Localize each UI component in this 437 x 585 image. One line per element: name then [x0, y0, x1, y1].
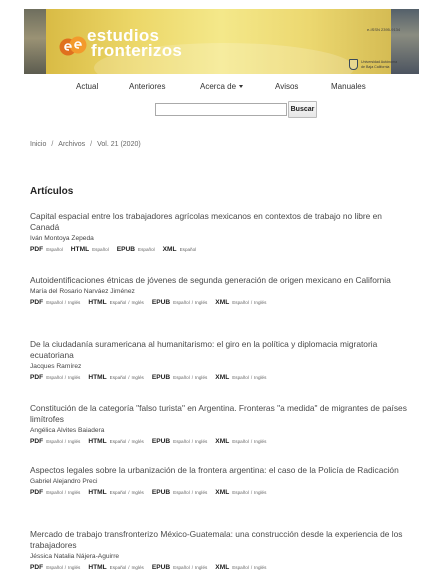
galley-link-pdf[interactable] — [30, 489, 80, 496]
galley-languages — [46, 247, 63, 252]
galley-link-html[interactable] — [88, 489, 143, 496]
language-separator: / — [250, 439, 253, 444]
galley-language: Español — [46, 565, 63, 570]
galley-format: PDF — [30, 374, 44, 381]
search-input[interactable] — [155, 103, 287, 116]
search-button[interactable]: Buscar — [288, 101, 317, 118]
article-title-link[interactable]: Mercado de trabajo transfronterizo México-Guatemala: una construcción desde la experiencia de los trabajadores — [30, 529, 403, 550]
galley-languages — [173, 300, 207, 305]
galley-link-xml[interactable] — [163, 246, 197, 253]
galley-language: Inglés — [131, 375, 144, 380]
article-item — [30, 275, 410, 308]
galley-format: HTML — [88, 299, 107, 306]
galley-language: Español — [46, 300, 63, 305]
breadcrumb-archives[interactable]: Archivos — [58, 141, 86, 148]
language-separator: / — [191, 490, 194, 495]
galley-languages — [232, 565, 266, 570]
galley-format: XML — [215, 374, 230, 381]
primary-nav — [0, 82, 437, 98]
galley-language: Inglés — [68, 490, 81, 495]
galley-language: Inglés — [254, 300, 267, 305]
galley-languages — [173, 490, 207, 495]
galley-language: Inglés — [68, 439, 81, 444]
galley-language: Español — [138, 247, 155, 252]
galley-links — [30, 374, 410, 383]
galley-format: PDF — [30, 564, 44, 571]
university-line-2: de Baja California — [361, 64, 390, 69]
language-separator: / — [250, 490, 253, 495]
nav-item-anteriores[interactable]: Anteriores — [129, 82, 166, 91]
galley-links — [30, 564, 410, 573]
galley-language: Español — [232, 375, 249, 380]
galley-language: Español — [46, 247, 63, 252]
logo-line-2: fronterizos — [91, 41, 183, 60]
article-author: Angélica Alvites Baiadera — [30, 427, 105, 434]
language-separator: / — [191, 439, 194, 444]
galley-format: XML — [215, 564, 230, 571]
article-title-link[interactable]: Capital espacial entre los trabajadores agrícolas mexicanos en contextos de trabajo no libre en Canadá — [30, 211, 382, 232]
galley-languages — [173, 375, 207, 380]
galley-format: EPUB — [151, 489, 171, 496]
galley-language: Español — [179, 247, 197, 252]
language-separator: / — [250, 300, 253, 305]
language-separator: / — [128, 375, 130, 380]
galley-language: Español — [109, 375, 127, 380]
galley-language: Español — [109, 300, 127, 305]
galley-format: EPUB — [151, 374, 171, 381]
galley-language: Inglés — [131, 565, 144, 570]
galley-languages — [92, 247, 109, 252]
article-item — [30, 339, 410, 383]
breadcrumb-separator: / — [51, 141, 54, 148]
galley-language: Inglés — [254, 490, 267, 495]
galley-language: Inglés — [131, 300, 144, 305]
galley-link-pdf[interactable] — [30, 299, 80, 306]
galley-language: Español — [173, 439, 190, 444]
galley-format: EPUB — [151, 299, 171, 306]
galley-link-pdf[interactable] — [30, 246, 63, 253]
galley-languages — [110, 375, 144, 380]
journal-logo-icon — [59, 33, 87, 59]
galley-language: Español — [232, 300, 249, 305]
galley-languages — [46, 565, 80, 570]
galley-languages — [232, 439, 266, 444]
galley-links — [30, 489, 410, 498]
galley-format: PDF — [30, 489, 44, 496]
galley-languages — [46, 375, 80, 380]
galley-language: Inglés — [195, 439, 208, 444]
language-separator: / — [191, 300, 194, 305]
nav-item-avisos[interactable]: Avisos — [275, 82, 299, 91]
section-title: Artículos — [30, 186, 74, 197]
language-separator: / — [64, 375, 67, 380]
article-author: Iván Montoya Zepeda — [30, 235, 94, 242]
galley-languages — [110, 300, 144, 305]
galley-language: Inglés — [195, 375, 208, 380]
galley-language: Inglés — [68, 300, 81, 305]
galley-format: HTML — [88, 489, 107, 496]
breadcrumb-home[interactable]: Inicio — [30, 141, 47, 148]
language-separator: / — [64, 439, 67, 444]
galley-link-xml[interactable] — [215, 489, 266, 496]
galley-language: Español — [92, 247, 109, 252]
galley-language: Español — [109, 439, 127, 444]
nav-item-manuales[interactable]: Manuales — [331, 82, 366, 91]
galley-language: Inglés — [254, 439, 267, 444]
galley-link-xml[interactable] — [215, 299, 266, 306]
nav-item-actual[interactable]: Actual — [76, 82, 99, 91]
galley-link-xml[interactable] — [215, 374, 266, 381]
galley-link-epub[interactable] — [152, 438, 207, 445]
galley-language: Español — [173, 375, 190, 380]
galley-languages — [110, 490, 144, 495]
galley-language: Inglés — [254, 375, 267, 380]
galley-language: Español — [109, 490, 127, 495]
university-line-1: Universidad Autónoma — [361, 60, 398, 64]
galley-language: Español — [46, 439, 63, 444]
galley-link-epub[interactable] — [152, 564, 207, 571]
galley-format: XML — [162, 246, 177, 253]
galley-format: HTML — [88, 438, 107, 445]
galley-languages — [232, 375, 266, 380]
galley-format: XML — [215, 299, 230, 306]
galley-link-html[interactable] — [88, 564, 143, 571]
article-item — [30, 403, 410, 447]
language-separator: / — [128, 439, 130, 444]
galley-language: Inglés — [131, 490, 144, 495]
nav-item-acerca-de[interactable] — [200, 82, 243, 91]
galley-languages — [232, 300, 266, 305]
language-separator: / — [191, 565, 194, 570]
galley-format: EPUB — [151, 564, 171, 571]
galley-language: Español — [232, 490, 249, 495]
galley-language: Español — [173, 300, 190, 305]
galley-format: HTML — [70, 246, 90, 253]
galley-format: XML — [215, 489, 230, 496]
galley-language: Español — [109, 565, 127, 570]
caret-down-icon — [239, 85, 243, 88]
galley-link-epub[interactable] — [152, 374, 207, 381]
galley-languages — [138, 247, 155, 252]
galley-languages — [232, 490, 266, 495]
galley-language: Inglés — [131, 439, 144, 444]
language-separator: / — [191, 375, 194, 380]
galley-link-html[interactable] — [88, 299, 143, 306]
galley-language: Español — [173, 490, 190, 495]
galley-languages — [46, 300, 80, 305]
galley-link-html[interactable] — [88, 374, 143, 381]
article-author: Jéssica Natalia Nájera-Aguirre — [30, 553, 120, 560]
galley-link-epub[interactable] — [117, 246, 155, 253]
language-separator: / — [64, 300, 67, 305]
galley-language: Inglés — [195, 300, 208, 305]
article-title-link[interactable]: Autoidentificaciones étnicas de jóvenes de segunda generación de origen mexicano en California — [30, 275, 391, 285]
galley-format: EPUB — [116, 246, 136, 253]
galley-link-epub[interactable] — [152, 489, 207, 496]
galley-languages — [46, 490, 80, 495]
galley-link-xml[interactable] — [215, 438, 266, 445]
galley-language: Español — [232, 439, 249, 444]
galley-links — [30, 299, 410, 308]
galley-link-pdf[interactable] — [30, 374, 80, 381]
galley-link-pdf[interactable] — [30, 564, 80, 571]
galley-languages — [173, 565, 207, 570]
article-item — [30, 465, 410, 498]
galley-format: PDF — [30, 438, 44, 445]
galley-languages — [110, 565, 144, 570]
nav-item-acerca-de-label: Acerca de — [200, 82, 237, 91]
galley-link-html[interactable] — [71, 246, 109, 253]
galley-format: HTML — [88, 564, 107, 571]
article-title-link[interactable]: De la ciudadanía suramericana al humanitarismo: el giro en la política y diplomacia migratoria ecuatoriana — [30, 339, 378, 360]
galley-format: EPUB — [151, 438, 171, 445]
breadcrumb-separator: / — [90, 141, 93, 148]
article-item — [30, 529, 410, 573]
galley-link-xml[interactable] — [215, 564, 266, 571]
galley-language: Inglés — [195, 565, 208, 570]
galley-language: Español — [46, 490, 63, 495]
issn-label: e-ISSN 2395-9134 — [367, 27, 401, 32]
language-separator: / — [250, 565, 253, 570]
header-banner[interactable] — [24, 9, 419, 74]
galley-language: Inglés — [68, 375, 81, 380]
galley-format: XML — [215, 438, 230, 445]
galley-format: PDF — [30, 299, 44, 306]
language-separator: / — [250, 375, 253, 380]
article-title-link[interactable]: Constitución de la categoría "falso turista" en Argentina. Fronteras "a medida" de migrantes de países limítrofes — [30, 403, 407, 424]
university-seal-icon — [349, 59, 358, 70]
galley-links — [30, 438, 410, 447]
language-separator: / — [128, 300, 130, 305]
galley-link-html[interactable] — [88, 438, 143, 445]
article-item — [30, 211, 410, 255]
galley-language: Español — [46, 375, 63, 380]
galley-languages — [46, 439, 80, 444]
language-separator: / — [64, 490, 67, 495]
language-separator: / — [128, 490, 130, 495]
galley-language: Inglés — [254, 565, 267, 570]
banner-left-photo-strip — [24, 9, 46, 74]
galley-language: Español — [173, 565, 190, 570]
breadcrumb-current: Vol. 21 (2020) — [97, 141, 141, 148]
galley-link-pdf[interactable] — [30, 438, 80, 445]
article-title-link[interactable]: Aspectos legales sobre la urbanización de la frontera argentina: el caso de la Policía de Radicación — [30, 465, 399, 475]
galley-languages — [110, 439, 144, 444]
logo-line-1: estudios — [87, 26, 160, 45]
language-separator: / — [128, 565, 130, 570]
journal-logo-text — [87, 26, 183, 60]
article-author: Gabriel Alejandro Preci — [30, 478, 98, 485]
article-author: María del Rosario Narváez Jiménez — [30, 288, 135, 295]
breadcrumb — [30, 141, 141, 148]
galley-language: Inglés — [195, 490, 208, 495]
article-author: Jacques Ramírez — [30, 363, 82, 370]
university-logo — [349, 59, 407, 73]
galley-format: HTML — [88, 374, 107, 381]
galley-languages — [173, 439, 207, 444]
galley-languages — [180, 247, 197, 252]
galley-language: Español — [232, 565, 249, 570]
galley-format: PDF — [30, 246, 44, 253]
galley-language: Inglés — [68, 565, 81, 570]
galley-link-epub[interactable] — [152, 299, 207, 306]
galley-links — [30, 246, 410, 255]
language-separator: / — [64, 565, 67, 570]
